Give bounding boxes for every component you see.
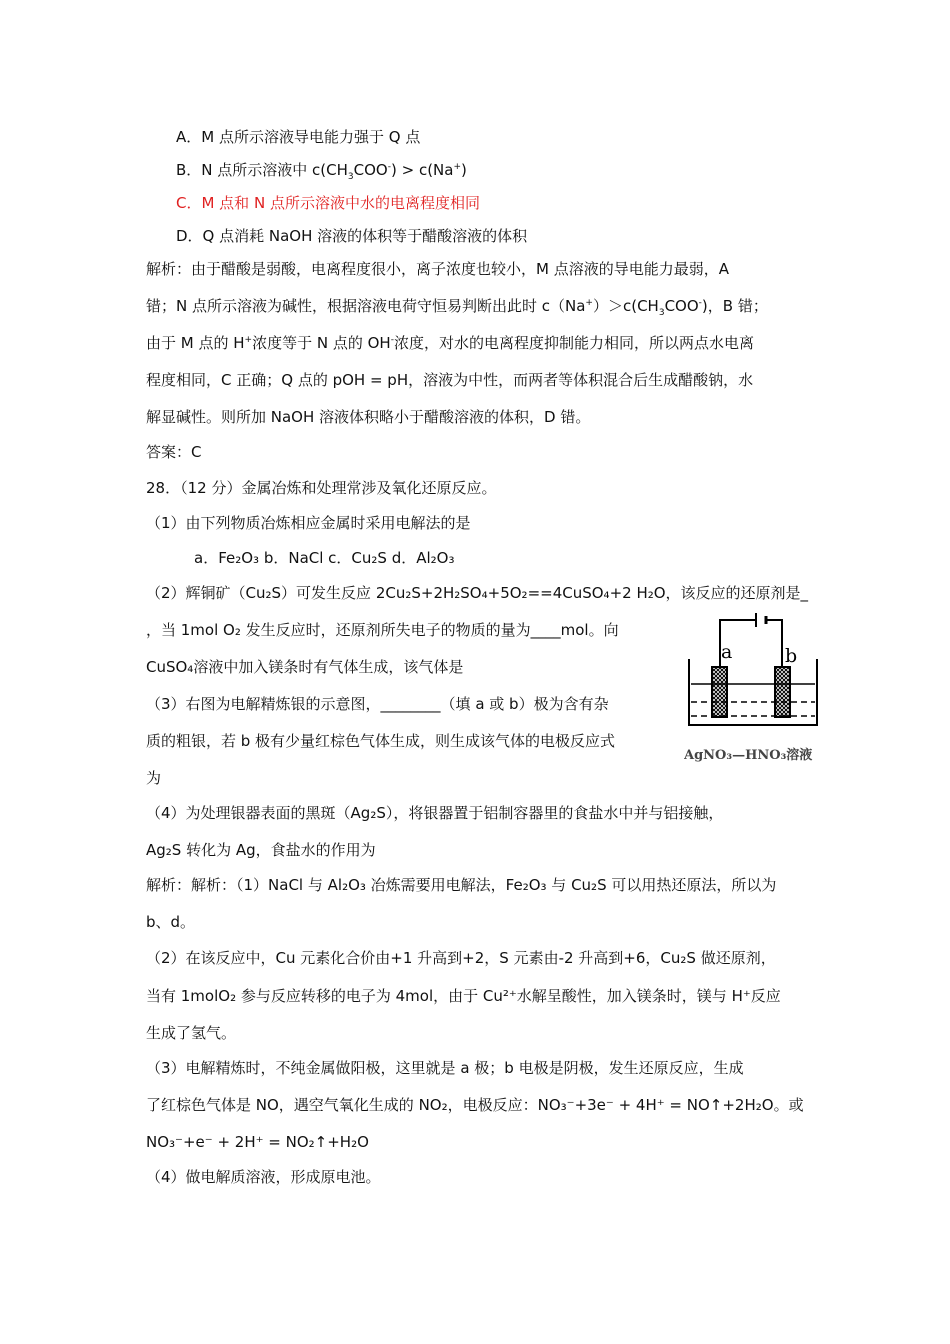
- q28-title: 28．（12 分）金属冶炼和处理常涉及氧化还原反应。: [146, 479, 497, 497]
- analysis2-line7: 了红棕色气体是 NO，遇空气氧化生成的 NO₂，电极反应：NO₃⁻+3e⁻ + 4H⁺ = NO↑+2H₂O。或: [146, 1096, 804, 1114]
- option-d: D．Q 点消耗 NaOH 溶液的体积等于醋酸溶液的体积: [176, 227, 528, 245]
- analysis2-line8: NO₃⁻+e⁻ + 2H⁺ = NO₂↑+H₂O: [146, 1133, 369, 1151]
- analysis2-line2: b、d。: [146, 913, 196, 931]
- electrolysis-svg: [684, 612, 834, 772]
- analysis2-line1: 解析：解析：（1）NaCl 与 Al₂O₃ 冶炼需要用电解法，Fe₂O₃ 与 Cu₂S 可以用热还原法，所以为: [146, 876, 777, 894]
- option-c: C．M 点和 N 点所示溶液中水的电离程度相同: [176, 194, 480, 212]
- q28-part4-line2: Ag₂S 转化为 Ag，食盐水的作用为: [146, 841, 376, 859]
- analysis2-line4: 当有 1molO₂ 参与反应转移的电子为 4mol，由于 Cu²⁺水解呈酸性，加入镁条时，镁与 H⁺反应: [146, 987, 781, 1005]
- solution-caption: AgNO₃—HNO₃溶液: [684, 748, 813, 763]
- analysis2-line3: （2）在该反应中，Cu 元素化合价由+1 升高到+2，S 元素由-2 升高到+6，Cu₂S 做还原剂，: [146, 949, 776, 967]
- q28-part3-line2: 质的粗银，若 b 极有少量红棕色气体生成，则生成该气体的电极反应式: [146, 732, 616, 750]
- q28-part2-line1: （2）辉铜矿（Cu₂S）可发生反应 2Cu₂S+2H₂SO₄+5O₂==4CuSO₄+2 H₂O，该反应的还原剂是_: [146, 584, 809, 602]
- analysis2-line5: 生成了氢气。: [146, 1024, 237, 1042]
- analysis1-line3: 由于 M 点的 H+浓度等于 N 点的 OH-浓度，对水的电离程度抑制能力相同，所以两点水电离: [146, 334, 754, 352]
- analysis1-line1: 解析：由于醋酸是弱酸，电离程度很小，离子浓度也较小，M 点溶液的导电能力最弱，A: [146, 260, 729, 278]
- analysis1-line4: 程度相同，C 正确；Q 点的 pOH = pH，溶液为中性，而两者等体积混合后生成醋酸钠，水: [146, 371, 754, 389]
- q28-part1-options: a．Fe₂O₃ b．NaCl c．Cu₂S d．Al₂O₃: [194, 549, 455, 567]
- q28-part4-line1: （4）为处理银器表面的黑斑（Ag₂S），将银器置于铝制容器里的食盐水中并与铝接触，: [146, 804, 724, 822]
- electrolysis-diagram: [684, 612, 834, 772]
- q28-part2-line3: CuSO₄溶液中加入镁条时有气体生成，该气体是: [146, 658, 464, 676]
- analysis2-line9: （4）做电解质溶液，形成原电池。: [146, 1168, 381, 1186]
- q28-part3-line3: 为: [146, 769, 162, 787]
- label-b: b: [785, 645, 798, 667]
- analysis1-line2: 错；N 点所示溶液为碱性，根据溶液电荷守恒易判断出此时 $c(Na^+)>c(CH_3COO^-)$，B 错；: [146, 297, 768, 318]
- electrode-a: [712, 667, 727, 717]
- analysis1-line5: 解显碱性。则所加 NaOH 溶液体积略小于醋酸溶液的体积，D 错。: [146, 408, 591, 426]
- answer: 答案：C: [146, 443, 202, 461]
- label-a: a: [721, 641, 733, 663]
- q28-part2-line2: ，当 1mol O₂ 发生反应时，还原剂所失电子的物质的量为____mol。向: [146, 621, 619, 639]
- analysis2-line6: （3）电解精炼时，不纯金属做阳极，这里就是 a 极；b 电极是阴极，发生还原反应，生成: [146, 1059, 744, 1077]
- wire-right: [766, 620, 782, 667]
- beaker: [689, 659, 817, 725]
- option-b: B．N 点所示溶液中 $c(CH_3COO^-) > c(Na^+)$: [176, 161, 467, 182]
- electrode-b: [775, 667, 790, 717]
- q28-part1: （1）由下列物质冶炼相应金属时采用电解法的是: [146, 514, 471, 532]
- q28-part3-line1: （3）右图为电解精炼银的示意图，________（填 a 或 b）极为含有杂: [146, 695, 609, 713]
- option-a: A．M 点所示溶液导电能力强于 Q 点: [176, 128, 421, 146]
